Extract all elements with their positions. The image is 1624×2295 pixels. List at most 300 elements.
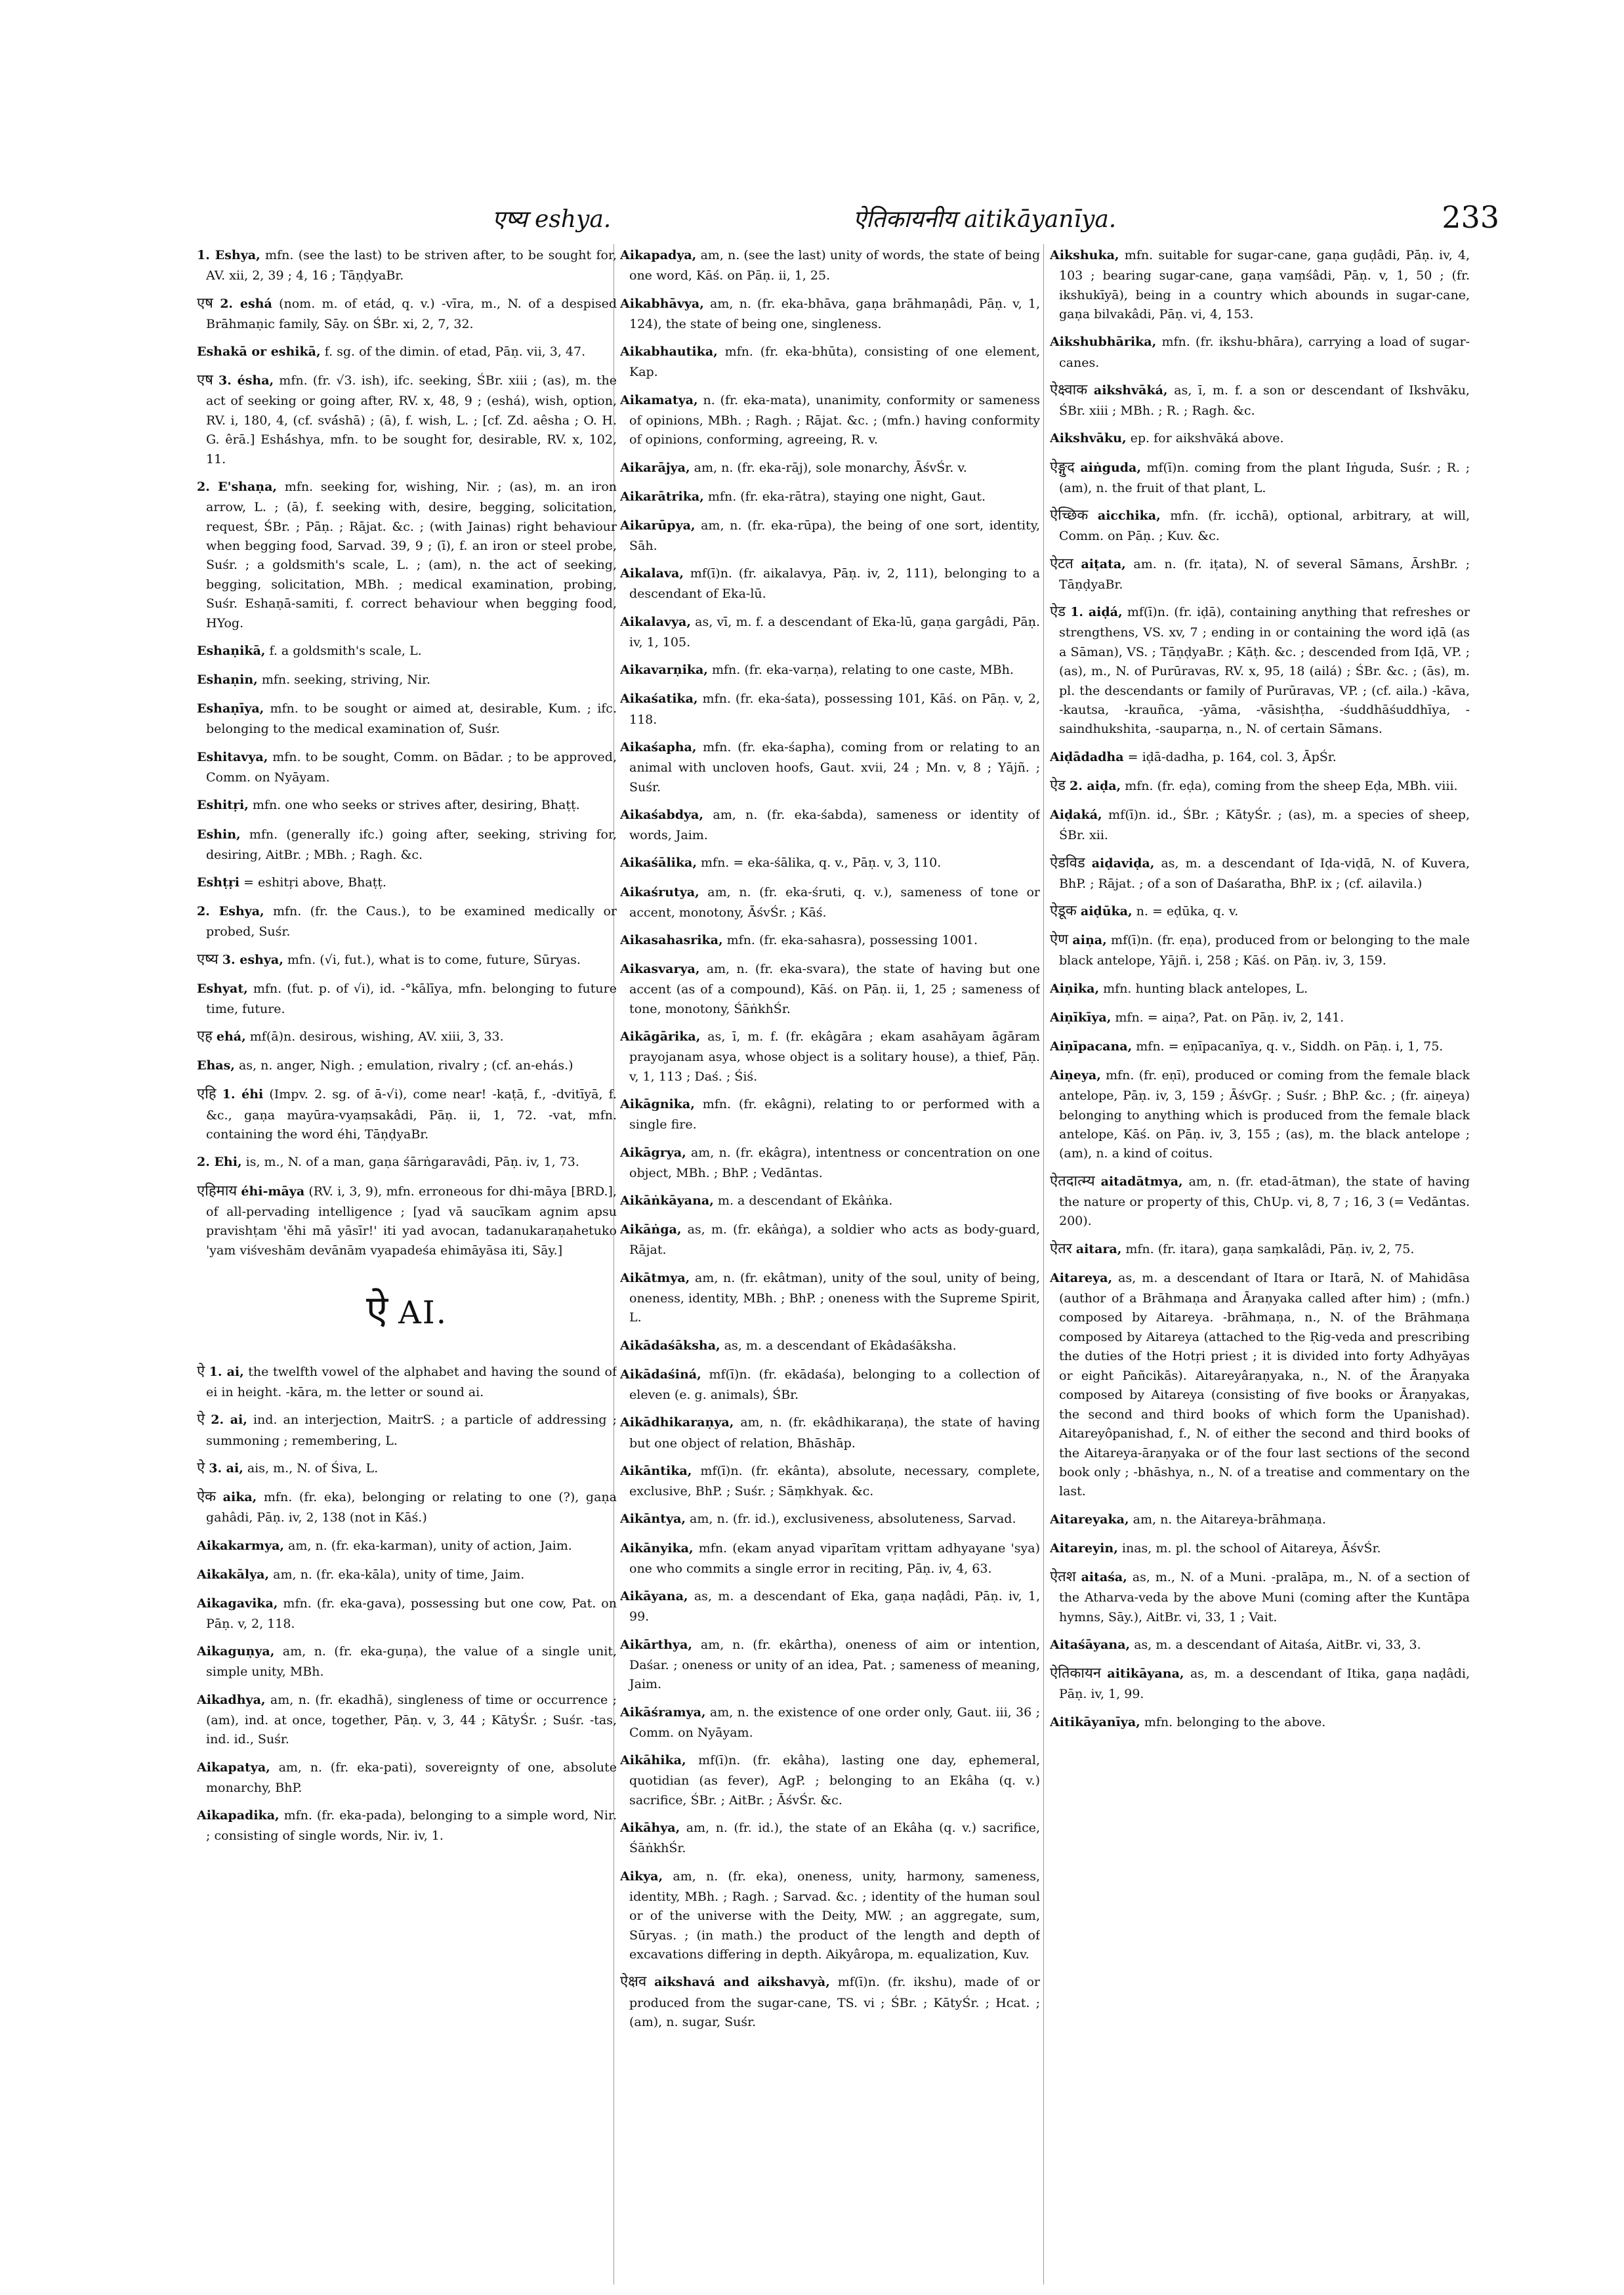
dictionary-entry: [1050, 457, 1470, 499]
entry-definition: f. sg. of the dimin. of etad, Pāṇ. vii, 3, 47.: [324, 344, 586, 360]
dictionary-entry: [620, 1363, 1040, 1405]
dictionary-entry: [197, 1361, 617, 1403]
entry-definition: am, n. (fr. ekâgra), intentness or concentration on one object, MBh. ; BhP. ; Vedāntas.: [629, 1145, 1040, 1180]
entry-definition: mfn. = eka-śālika, q. v., Pāṇ. v, 3, 110.: [701, 856, 942, 871]
dictionary-entry: [620, 1701, 1040, 1743]
entry-headword: aicchika,: [1097, 508, 1161, 524]
dictionary-entry: [620, 1025, 1040, 1086]
entry-headword: Aikshvāku,: [1050, 431, 1127, 446]
entry-definition: as, m. a descendant of Itika, gaṇa naḍâdi, Pāṇ. iv, 1, 99.: [1059, 1666, 1470, 1702]
dictionary-entry: [620, 1218, 1040, 1260]
dictionary-entry: [1050, 1537, 1470, 1560]
entry-devanagari: एह: [197, 1028, 213, 1045]
dictionary-entry: [620, 244, 1040, 286]
dictionary-entry: [1050, 1064, 1470, 1164]
entry-headword: ehá,: [216, 1029, 246, 1044]
dictionary-entry: [620, 1537, 1040, 1579]
entry-definition: ais, m., N. of Śiva, L.: [247, 1461, 379, 1476]
dictionary-entry: [197, 1025, 617, 1048]
entry-definition: the twelfth vowel of the alphabet and having the sound of ei in height. -kāra, m. the letter or sound ai.: [206, 1364, 617, 1400]
dictionary-entry: [197, 1592, 617, 1634]
dictionary-entry: [1050, 1238, 1470, 1260]
entry-devanagari: एष: [197, 372, 213, 389]
dictionary-entry: [1050, 804, 1470, 846]
entry-definition: mfn. (see the last) to be striven after, to be sought for, AV. xii, 2, 39 ; 4, 16 ; TāṇḍyaBr.: [206, 248, 617, 283]
entry-headword: Aikshuka,: [1050, 248, 1119, 262]
entry-definition: am, n. (fr. id.), the state of an Ekâha (q. v.) sacrifice, ŚāṅkhŚr.: [629, 1821, 1040, 1856]
dictionary-entry: [620, 852, 1040, 874]
entry-definition: ep. for aikshvāká above.: [1130, 431, 1284, 446]
entry-headword: Aikagavika,: [197, 1596, 278, 1611]
entry-headword: Eshin,: [197, 827, 241, 842]
dictionary-entry: [620, 1460, 1040, 1502]
entry-definition: mfn. seeking, striving, Nir.: [261, 672, 431, 688]
entry-headword: Aikadhya,: [197, 1692, 266, 1707]
running-head-left-deva: एष्य: [492, 206, 528, 233]
dictionary-entry: [1050, 553, 1470, 595]
entry-headword: aiḍūka,: [1080, 904, 1133, 919]
dictionary-entry: [197, 669, 617, 691]
entry-definition: mfn. (fr. ikshu-bhāra), carrying a load of sugar-canes.: [1059, 335, 1470, 370]
entry-devanagari: ऐक्ष्वाक: [1050, 381, 1088, 398]
entry-headword: Aikya,: [620, 1869, 663, 1884]
entry-headword: Ehas,: [197, 1058, 235, 1073]
dictionary-entry: [620, 929, 1040, 951]
running-head-right-translit: aitikāyanīya.: [964, 206, 1117, 233]
entry-definition: am, n. (fr. eka-guṇa), the value of a single unit, simple unity, MBh.: [206, 1644, 617, 1680]
dictionary-entry: [620, 688, 1040, 730]
section-heading-label: AI.: [398, 1294, 448, 1331]
entry-headword: Aikaśabdya,: [620, 807, 703, 822]
entry-headword: 2. aiḍa,: [1069, 778, 1121, 793]
entry-headword: aiṭata,: [1081, 556, 1126, 571]
dictionary-entry: [620, 1865, 1040, 1965]
entry-definition: mfn. (fr. itara), gaṇa saṃkalâdi, Pāṇ. iv, 2, 75.: [1125, 1241, 1415, 1256]
entry-headword: aitadātmya,: [1100, 1174, 1183, 1189]
entry-headword: Aikakālya,: [197, 1567, 270, 1582]
entry-definition: mf(ī)n. (fr. ekādaśa), belonging to a collection of eleven (e. g. animals), ŚBr.: [629, 1367, 1040, 1402]
entry-headword: Aikavarṇika,: [620, 663, 708, 678]
entry-headword: Aitaśāyana,: [1050, 1638, 1131, 1652]
dictionary-entry: [197, 1535, 617, 1557]
entry-definition: am, n. (fr. eka), oneness, unity, harmony, sameness, identity, MBh. ; Ragh. ; Sarvad. &c. ; identity of the human soul or of the universe with the Deity, MW. ; an aggregate, sum, Sūryas. ; (in math.) the product of the length and depth of excavations differing in depth. Aikyâropa, m. equalization, Kuv.: [629, 1869, 1040, 1962]
entry-definition: mfn. (fr. eka-rātra), staying one night, Gaut.: [707, 489, 986, 504]
entry-devanagari: ऐड: [1050, 777, 1066, 794]
dictionary-entry: [620, 1093, 1040, 1135]
dictionary-entry: [197, 1180, 617, 1260]
entry-definition: am. n. (fr. iṭata), N. of several Sāmans, ĀrshBr. ; TāṇḍyaBr.: [1059, 556, 1470, 592]
dictionary-entry: [197, 1486, 617, 1528]
entry-devanagari: ऐ: [197, 1363, 205, 1380]
dictionary-entry: [197, 900, 617, 942]
entry-headword: Aikāgārika,: [620, 1029, 701, 1044]
entry-headword: aikshavá and aikshavyà,: [654, 1975, 830, 1990]
entry-headword: aiḍaviḍa,: [1091, 856, 1155, 871]
dictionary-entry: [197, 244, 617, 286]
entry-definition: as, m. a descendant of Eka, gaṇa naḍâdi, Pāṇ. iv, 1, 99.: [629, 1589, 1040, 1624]
dictionary-entry: [1050, 331, 1470, 373]
dictionary-entry: [1050, 505, 1470, 547]
entry-definition: = iḍā-dadha, p. 164, col. 3, ĀpŚr.: [1127, 749, 1337, 764]
entry-definition: (Impv. 2. sg. of ā-√i), come near! -kaṭā, f., -dvitīyā, f. &c., gaṇa mayūra-vyaṃsakâdi, Pāṇ. ii, 1, 72. -vat, mfn. containing the word éhi, TāṇḍyaBr.: [206, 1087, 617, 1142]
entry-headword: aiṇa,: [1072, 933, 1107, 948]
entry-headword: Aiṇeya,: [1050, 1068, 1101, 1083]
entry-headword: 3. ai,: [209, 1461, 243, 1476]
entry-definition: am, n. (fr. etad-ātman), the state of having the nature or property of this, ChUp. vi, 8, 7 ; 16, 3 (= Vedāntas. 200).: [1059, 1174, 1470, 1229]
entry-headword: Eshṭṛi: [197, 875, 239, 890]
entry-definition: as, m. a descendant of Iḍa-viḍā, N. of Kuvera, BhP. ; Rājat. ; of a son of Daśaratha, BhP. ix ; (cf. ailavila.): [1059, 856, 1470, 891]
entry-definition: mfn. (fr. icchā), optional, arbitrary, at will, Comm. on Pāṇ. ; Kuv. &c.: [1059, 508, 1470, 544]
entry-headword: Aikaśatika,: [620, 692, 698, 707]
entry-definition: am, n. (fr. eka-karman), unity of action, Jaim.: [288, 1538, 572, 1553]
dictionary-entry: [197, 1083, 617, 1144]
entry-headword: Aikarātrika,: [620, 489, 704, 504]
dictionary-entry: [197, 293, 617, 335]
entry-definition: am, n. (fr. eka-pati), sovereignty of one, absolute monarchy, BhP.: [206, 1760, 617, 1795]
entry-headword: Aiḍādadha: [1050, 749, 1124, 764]
entry-definition: mfn. (fr. eka-śapha), coming from or relating to an animal with uncloven hoofs, Gaut. xvii, 24 ; Mn. v, 8 ; Yājñ. ; Suśr.: [629, 739, 1040, 795]
entry-headword: Aikasahasrika,: [620, 933, 723, 948]
dictionary-entry: [1050, 601, 1470, 739]
entry-headword: 2. Ehi,: [197, 1155, 242, 1170]
entry-definition: mf(ī)n. (fr. eṇa), produced from or belonging to the male black antelope, Yājñ. i, 258 ; Kāś. on Pāṇ. iv, 3, 159.: [1059, 933, 1470, 968]
dictionary-entry: [620, 1508, 1040, 1530]
dictionary-entry: [620, 1634, 1040, 1695]
entry-headword: 1. éhi: [222, 1087, 264, 1102]
entry-devanagari: ऐच्छिक: [1050, 507, 1089, 524]
dictionary-entry: [620, 341, 1040, 382]
entry-devanagari: ऐतर: [1050, 1240, 1072, 1257]
entry-headword: Eshitṛi,: [197, 798, 249, 813]
dictionary-entry: [1050, 1663, 1470, 1705]
dictionary-entry: [1050, 427, 1470, 449]
entry-definition: mfn. (fr. the Caus.), to be examined medically or probed, Suśr.: [206, 904, 617, 940]
entry-headword: Aikaśālika,: [620, 856, 697, 871]
entry-definition: am, n. (fr. eka-śabda), sameness or identity of words, Jaim.: [629, 807, 1040, 843]
entry-definition: as, n. anger, Nigh. ; emulation, rivalry ; (cf. an-ehás.): [238, 1058, 573, 1073]
entry-headword: aitara,: [1075, 1241, 1122, 1256]
entry-headword: Aikabhautika,: [620, 344, 718, 360]
entry-headword: Aikāhya,: [620, 1821, 680, 1836]
dictionary-entry: [1050, 1711, 1470, 1733]
entry-headword: Aikabhāvya,: [620, 296, 704, 311]
dictionary-entry: [1050, 1035, 1470, 1058]
entry-definition: mf(ī)n. coming from the plant Iṅguda, Suśr. ; R. ; (am), n. the fruit of that plant, L.: [1059, 460, 1470, 495]
dictionary-entry: [620, 389, 1040, 450]
entry-headword: Eshyat,: [197, 981, 248, 996]
entry-devanagari: ऐडूक: [1050, 903, 1077, 920]
entry-devanagari: ऐण: [1050, 932, 1069, 949]
entry-definition: am, n. (see the last) unity of words, the state of being one word, Kāś. on Pāṇ. ii, 1, 25.: [629, 248, 1040, 283]
section-heading: [197, 1280, 617, 1341]
entry-definition: m. a descendant of Ekâṅka.: [717, 1193, 893, 1209]
entry-definition: mfn. (ekam anyad viparītam vṛittam adhyayane 'sya) one who commits a single error in reciting, Pāṇ. iv, 4, 63.: [629, 1540, 1040, 1576]
entry-headword: Aikāntika,: [620, 1463, 692, 1478]
dictionary-entry: [197, 476, 617, 633]
entry-headword: Aikarājya,: [620, 460, 690, 475]
section-heading-devanagari: ऐ: [365, 1287, 390, 1333]
entry-devanagari: ऐक: [197, 1489, 217, 1506]
entry-definition: am, n. (fr. eka-svara), the state of having but one accent (as of a compound), Kāś. on Pāṇ. ii, 1, 25 ; sameness of tone, monotony, ŚāṅkhŚr.: [629, 962, 1040, 1016]
column-3: [1050, 244, 1470, 2278]
entry-headword: éhi-māya: [241, 1184, 305, 1199]
entry-definition: mfn. (fr. eka-varṇa), relating to one caste, MBh.: [711, 663, 1014, 678]
entry-definition: mf(ī)n. (fr. ekâha), lasting one day, ephemeral, quotidian (as fever), AgP. ; belonging to an Ekâha (q. v.) sacrifice, ŚBr. ; AitBr. ; ĀśvŚr. &c.: [629, 1753, 1040, 1808]
dictionary-entry: [197, 1151, 617, 1173]
entry-headword: Aitareyaka,: [1050, 1512, 1129, 1527]
column-2: [620, 244, 1040, 2278]
entry-definition: mfn. (fut. p. of √i), id. -°kālīya, mfn. belonging to future time, future.: [206, 981, 617, 1016]
column-divider: [1043, 244, 1044, 2285]
entry-headword: 2. ai,: [211, 1413, 247, 1428]
entry-headword: 2. eshá: [220, 296, 272, 311]
entry-devanagari: ऐडविड: [1050, 854, 1085, 871]
entry-headword: Aikāntya,: [620, 1512, 686, 1527]
entry-headword: Aitareya,: [1050, 1270, 1113, 1285]
entry-definition: as, m. a descendant of Ekâdaśāksha.: [724, 1338, 957, 1353]
entry-definition: = eshitṛi above, Bhaṭṭ.: [243, 875, 386, 890]
entry-headword: 2. Eshya,: [197, 904, 264, 919]
entry-definition: (RV. i, 3, 9), mfn. erroneous for dhi-māya [BRD.], of all-pervading intelligence ; [yad vā saucīkam agnim apsu pravishṭam 'ěhi mā yāsīr!' iti yad avocan, tadanukaraṇahetuko 'yam viśveshām devānām vyapadeśa ehimāyāsa iti, Sāy.]: [206, 1184, 617, 1258]
dictionary-entry: [620, 1817, 1040, 1859]
entry-definition: mfn. (fr. eḍa), coming from the sheep Eḍa, MBh. viii.: [1125, 778, 1458, 793]
running-head-right-deva: ऐतिकायनीय: [853, 206, 957, 233]
dictionary-entry: [620, 457, 1040, 479]
dictionary-entry: [197, 1409, 617, 1451]
entry-definition: inas, m. pl. the school of Aitareya, ĀśvŚr.: [1121, 1540, 1381, 1556]
entry-definition: mfn. (√i, fut.), what is to come, future, Sūryas.: [287, 952, 581, 967]
entry-definition: am, n. (fr. eka-śruti, q. v.), sameness of tone or accent, monotony, ĀśvŚr. ; Kāś.: [629, 884, 1040, 920]
entry-definition: mf(ī)n. id., ŚBr. ; KātyŚr. ; (as), m. a species of sheep, ŚBr. xii.: [1059, 808, 1470, 843]
entry-headword: 1. aiḍá,: [1070, 605, 1123, 620]
entry-definition: am, n. the existence of one order only, Gaut. iii, 36 ; Comm. on Nyāyam.: [629, 1705, 1040, 1740]
entry-definition: mfn. (fr. ekâgni), relating to or performed with a single fire.: [629, 1097, 1040, 1132]
entry-devanagari: एष: [197, 295, 213, 312]
running-head-right: [853, 202, 1116, 234]
entry-headword: Aikapatya,: [197, 1760, 270, 1775]
entry-headword: Aikātmya,: [620, 1270, 690, 1285]
dictionary-entry: [197, 746, 617, 788]
entry-definition: mfn. (fr. √3. ish), ifc. seeking, ŚBr. xiii ; (as), m. the act of seeking or going after, RV. x, 48, 9 ; (eshá), wish, option, RV. i, 180, 4, (cf. svá́shā) ; (ā), f. wish, L. ; [cf. Zd. aêsha ; O. H. G. êrā.] Eshá́shya, mfn. to be sought for, desirable, RV. x, 102, 11.: [206, 373, 617, 466]
dictionary-entry: [197, 1756, 617, 1798]
dictionary-entry: [1050, 1566, 1470, 1627]
entry-headword: Aitikāyanīya,: [1050, 1714, 1140, 1729]
running-head-left-translit: eshya.: [535, 206, 612, 233]
entry-definition: mfn. (fr. eka-bhūta), consisting of one element, Kap.: [629, 344, 1040, 380]
entry-headword: Aikāyana,: [620, 1589, 688, 1604]
entry-headword: Aikāśramya,: [620, 1705, 706, 1720]
entry-definition: f. a goldsmith's scale, L.: [269, 644, 422, 659]
entry-definition: as, ī, m. f. (fr. ekâgāra ; ekam asahāyam āgāram prayojanam asya, whose object is a solitary house), a thief, Pāṇ. v, 1, 113 ; Daś. ; Śiś.: [629, 1029, 1040, 1084]
entry-headword: Aitareyin,: [1050, 1540, 1118, 1556]
entry-definition: ind. an interjection, MaitrS. ; a particle of addressing ; summoning ; remembering, L.: [206, 1413, 617, 1448]
entry-definition: as, vī, m. f. a descendant of Eka-lū, gaṇa gargâdi, Pāṇ. iv, 1, 105.: [629, 614, 1040, 650]
entry-devanagari: ऐतदात्म्य: [1050, 1172, 1095, 1189]
dictionary-entry: [1050, 852, 1470, 894]
entry-headword: Aiṇīpacana,: [1050, 1039, 1133, 1054]
entry-devanagari: ऐतश: [1050, 1569, 1076, 1586]
dictionary-entry: [197, 823, 617, 865]
dictionary-entry: [1050, 1634, 1470, 1656]
entry-devanagari: ऐङ्गुद: [1050, 459, 1075, 476]
dictionary-entry: [1050, 1508, 1470, 1531]
column-1: [197, 244, 617, 2278]
entry-headword: Aikasvarya,: [620, 962, 700, 977]
entry-headword: aiṅguda,: [1080, 460, 1141, 475]
dictionary-entry: [620, 1142, 1040, 1184]
dictionary-entry: [1050, 379, 1470, 421]
dictionary-entry: [197, 871, 617, 894]
entry-headword: aika,: [222, 1490, 257, 1505]
dictionary-entry: [620, 659, 1040, 681]
entry-definition: mfn. (fr. eka-gava), possessing but one cow, Pat. on Pāṇ. v, 2, 118.: [206, 1596, 617, 1631]
entry-devanagari: ऐतिकायन: [1050, 1665, 1101, 1682]
dictionary-entry: [1050, 775, 1470, 797]
entry-devanagari: ऐ: [197, 1411, 205, 1428]
entry-headword: 3. ésha,: [219, 373, 274, 388]
dictionary-entry: [620, 804, 1040, 846]
entry-definition: mfn. hunting black antelopes, L.: [1103, 981, 1308, 996]
entry-devanagari: ऐड: [1050, 604, 1066, 621]
entry-headword: Eshakā or eshikā,: [197, 344, 321, 360]
dictionary-entry: [620, 736, 1040, 797]
entry-headword: Aikaśapha,: [620, 739, 697, 755]
entry-definition: mf(ā)n. desirous, wishing, AV. xiii, 3, 33.: [249, 1029, 504, 1044]
dictionary-entry: [620, 1749, 1040, 1810]
entry-headword: Aikādhikaraṇya,: [620, 1415, 734, 1430]
dictionary-entry: [1050, 1006, 1470, 1029]
entry-headword: 1. Eshya,: [197, 248, 260, 262]
entry-definition: am, n. the Aitareya-brāhmaṇa.: [1133, 1512, 1326, 1527]
entry-definition: mfn. (fr. eka-sahasra), possessing 1001.: [726, 933, 978, 948]
entry-definition: as, m., N. of a Muni. -pralāpa, m., N. of a section of the Atharva-veda by the above Muni (coming after the Kuntāpa hymns, Sāy.), AitBr. vi, 33, 1 ; Vait.: [1059, 1570, 1470, 1624]
dictionary-entry: [1050, 746, 1470, 768]
entry-headword: Aikādaśāksha,: [620, 1338, 720, 1353]
entry-headword: Aikaśrutya,: [620, 884, 699, 899]
entry-headword: Aikalava,: [620, 566, 684, 581]
entry-headword: Aikārthya,: [620, 1637, 693, 1652]
entry-headword: Aikāgnika,: [620, 1097, 695, 1112]
dictionary-entry: [197, 1689, 617, 1750]
dictionary-entry: [197, 1640, 617, 1682]
dictionary-entry: [620, 881, 1040, 923]
entry-definition: mfn. (fr. eka-śata), possessing 101, Kāś. on Pāṇ. v, 2, 118.: [629, 692, 1040, 727]
dictionary-entry: [1050, 929, 1470, 971]
dictionary-entry: [197, 978, 617, 1020]
entry-headword: Aikalavya,: [620, 614, 691, 629]
entry-definition: mfn. to be sought or aimed at, desirable, Kum. ; ifc. belonging to the medical examination of, Suśr.: [206, 701, 617, 737]
entry-definition: mfn. suitable for sugar-cane, gaṇa guḍâdi, Pāṇ. iv, 4, 103 ; bearing sugar-cane, gaṇa vaṃśâdi, Pāṇ. v, 1, 50 ; (fr. ikshukīyā), being in a country which abounds in sugar-cane, gaṇa bilvakâdi, Pāṇ. vi, 4, 153.: [1059, 248, 1470, 321]
entry-definition: am, n. (fr. eka-rūpa), the being of one sort, identity, Sāh.: [629, 518, 1040, 553]
dictionary-entry: [197, 341, 617, 363]
dictionary-entry: [197, 640, 617, 662]
entry-devanagari: एहि: [197, 1086, 217, 1103]
entry-definition: n. (fr. eka-mata), unanimity, conformity or sameness of opinions, MBh. ; Ragh. ; Rājat. &c. ; (mfn.) having conformity of opinions, conforming, agreeing, R. v.: [629, 392, 1040, 447]
dictionary-entry: [197, 1054, 617, 1077]
running-head-left: [492, 202, 611, 234]
dictionary-entry: [620, 486, 1040, 508]
entry-headword: Aikāgrya,: [620, 1145, 686, 1160]
entry-definition: as, m. a descendant of Aitaśa, AitBr. vi, 33, 3.: [1134, 1638, 1421, 1652]
entry-definition: mf(ī)n. (fr. ikshu), made of or produced from the sugar-cane, TS. vi ; ŚBr. ; KātyŚr. ; Hcat. ; (am), n. sugar, Suśr.: [629, 1975, 1040, 2029]
entry-definition: mfn. (generally ifc.) going after, seeking, striving for, desiring, AitBr. ; MBh. ; Ragh. &c.: [206, 827, 617, 862]
entry-headword: 1. ai,: [209, 1364, 244, 1379]
entry-headword: Aikānyika,: [620, 1540, 694, 1556]
entry-definition: mfn. to be sought, Comm. on Bādar. ; to be approved, Comm. on Nyāyam.: [206, 749, 617, 785]
entry-definition: (nom. m. of etád, q. v.) -vīra, m., N. of a despised Brāhmaṇic family, Sāy. on ŚBr. xi, 2, 7, 32.: [206, 296, 617, 331]
entry-definition: am, n. (fr. eka-rāj), sole monarchy, ĀśvŚr. v.: [694, 460, 967, 475]
entry-definition: mfn. (fr. eka), belonging or relating to one (?), gaṇa gahâdi, Pāṇ. iv, 2, 138 (not in Kāś.): [206, 1490, 617, 1525]
entry-headword: Aiṇika,: [1050, 981, 1100, 996]
entry-definition: mf(ī)n. (fr. iḍā), containing anything that refreshes or strengthens, VS. xv, 7 ; ending in or containing the word iḍā (as a Sāman), VS. ; TāṇḍyaBr. ; Kāṭh. &c. ; descended from Iḍā, VP. ; (as), m., N. of Purūravas, RV. x, 95, 18 (ailá) ; ŚBr. &c. ; (ās), m. pl. the descendants or family of Purūravas, VP. ; (cf. aila.) -kāva, -kautsa, -krauñca, -yāma, -vāsishṭha, -śuddhāśuddhīya, -saindhukshita, -sauparṇa, n., N. of certain Sāmans.: [1059, 605, 1470, 737]
entry-definition: am, n. (fr. id.), exclusiveness, absoluteness, Sarvad.: [690, 1512, 1016, 1527]
entry-definition: as, ī, m. f. a son or descendant of Ikshvāku, ŚBr. xiii ; MBh. ; R. ; Ragh. &c.: [1059, 382, 1470, 419]
entry-definition: mfn. = aiṇa?, Pat. on Pāṇ. iv, 2, 141.: [1115, 1010, 1344, 1025]
entry-definition: mf(ī)n. (fr. aikalavya, Pāṇ. iv, 2, 111), belonging to a descendant of Eka-lū.: [629, 566, 1040, 602]
entry-headword: Aiḍaká,: [1050, 808, 1102, 823]
entry-definition: mf(ī)n. (fr. ekânta), absolute, necessary, complete, exclusive, BhP. ; Suśr. ; Sāṃkhyak. &c.: [629, 1463, 1040, 1499]
dictionary-entry: [197, 794, 617, 816]
entry-headword: Aikāhika,: [620, 1753, 686, 1768]
dictionary-entry: [620, 1585, 1040, 1627]
entry-headword: Aikādaśiná,: [620, 1367, 701, 1382]
entry-definition: am, n. (fr. ekârtha), oneness of aim or intention, Daśar. ; oneness or unity of an idea, Pat. ; sameness of meaning, Jaim.: [629, 1637, 1040, 1692]
dictionary-entry: [620, 1971, 1040, 2032]
dictionary-entry: [197, 1563, 617, 1586]
entry-headword: Eshaṇīya,: [197, 701, 264, 716]
entry-definition: am, n. (fr. ekadhā), singleness of time or occurrence ; (am), ind. at once, together, Pāṇ. v, 3, 44 ; KātyŚr. ; Suśr. -tas, ind. id., Suśr.: [206, 1692, 617, 1747]
entry-definition: as, m. (fr. ekâṅga), a soldier who acts as body-guard, Rājat.: [629, 1222, 1040, 1258]
entry-devanagari: एहिमाय: [197, 1182, 238, 1199]
entry-headword: Eshaṇikā,: [197, 644, 266, 659]
entry-headword: Eshaṇin,: [197, 672, 258, 688]
entry-definition: mfn. seeking for, wishing, Nir. ; (as), m. an iron arrow, L. ; (ā), f. seeking with, desire, begging, solicitation, request, ŚBr. ; Pāṇ. ; Rājat. &c. ; (with Jainas) right behaviour when begging food, Sarvad. 39, 9 ; (ī), f. an iron or steel probe, Suśr. ; a goldsmith's scale, L. ; (am), n. the act of seeking, begging, solicitation, MBh. ; medical examination, probing, Suśr. Eshaṇā-samiti, f. correct behaviour when begging food, HYog.: [206, 480, 617, 631]
entry-headword: aikshvāká,: [1093, 382, 1168, 398]
dictionary-entry: [620, 293, 1040, 335]
entry-headword: Eshitavya,: [197, 749, 268, 764]
dictionary-entry: [620, 514, 1040, 556]
entry-definition: is, m., N. of a man, gaṇa śārṅgaravâdi, Pāṇ. iv, 1, 73.: [245, 1155, 579, 1170]
dictionary-entry: [620, 611, 1040, 653]
entry-definition: mfn. (fr. eṇī), produced or coming from the female black antelope, Pāṇ. iv, 3, 159 ; ĀśvGṛ. ; Suśr. ; BhP. &c. ; (fr. aiṇeya) belonging to anything which is produced from the female black antelope, Kāś. on Pāṇ. iv, 3, 155 ; (as), m. the black antelope ; (am), n. a kind of coitus.: [1059, 1068, 1470, 1161]
dictionary-entry: [1050, 900, 1470, 922]
dictionary-entry: [620, 958, 1040, 1019]
entry-definition: am, n. (fr. eka-kāla), unity of time, Jaim.: [273, 1567, 525, 1582]
entry-definition: n. = eḍūka, q. v.: [1136, 904, 1239, 919]
dictionary-entry: [1050, 978, 1470, 1000]
entry-headword: Aikāṅkāyana,: [620, 1193, 714, 1209]
entry-headword: 2. E'shaṇa,: [197, 480, 278, 494]
entry-definition: am, n. (fr. ekâtman), unity of the soul, unity of being, oneness, identity, MBh. ; BhP. ; oneness with the Supreme Spirit, L.: [629, 1270, 1040, 1325]
dictionary-entry: [197, 697, 617, 739]
dictionary-entry: [1050, 1267, 1470, 1502]
entry-definition: am, n. (fr. ekâdhikaraṇa), the state of having but one object of relation, Bhāshāp.: [629, 1415, 1040, 1451]
entry-definition: mfn. belonging to the above.: [1144, 1714, 1326, 1729]
entry-headword: Aikshubhārika,: [1050, 335, 1157, 350]
entry-definition: am, n. (fr. eka-bhāva, gaṇa brāhmaṇâdi, Pāṇ. v, 1, 124), the state of being one, singleness.: [629, 296, 1040, 331]
dictionary-entry: [620, 1189, 1040, 1212]
entry-headword: Aikarūpya,: [620, 518, 696, 533]
entry-headword: Aikamatya,: [620, 392, 698, 407]
entry-headword: Aikāṅga,: [620, 1222, 682, 1237]
entry-definition: as, m. a descendant of Itara or Itarā, N. of Mahidāsa (author of a Brāhmaṇa and Āraṇyaka called after him) ; (mfn.) composed by Aitareya. -brāhmaṇa, n., N. of the Brāhmaṇa composed by Aitareya (attached to the Ṛig-veda and prescribing the duties of the Hotṛi priest ; it is divided into forty Adhyāyas or eight Pañcikās). Aitareyâraṇyaka, n., N. of the Āraṇyaka composed by Aitareya (consisting of five books or Āraṇyakas, the second and third books of which form the Upanishad). Aitareyôpanishad, f., N. of either the second and third books of the Aitareya-āraṇyaka or of the four last sections of the second book only ; -bhāshya, n., N. of a treatise and commentary on the last.: [1059, 1270, 1470, 1499]
entry-definition: mfn. (fr. eka-pada), belonging to a simple word, Nir. ; consisting of single words, Nir. iv, 1.: [206, 1808, 617, 1844]
entry-devanagari: एष्य: [197, 951, 219, 968]
entry-headword: Aikakarmya,: [197, 1538, 284, 1553]
dictionary-entry: [620, 1334, 1040, 1357]
dictionary-entry: [197, 1457, 617, 1479]
dictionary-entry: [197, 1804, 617, 1846]
